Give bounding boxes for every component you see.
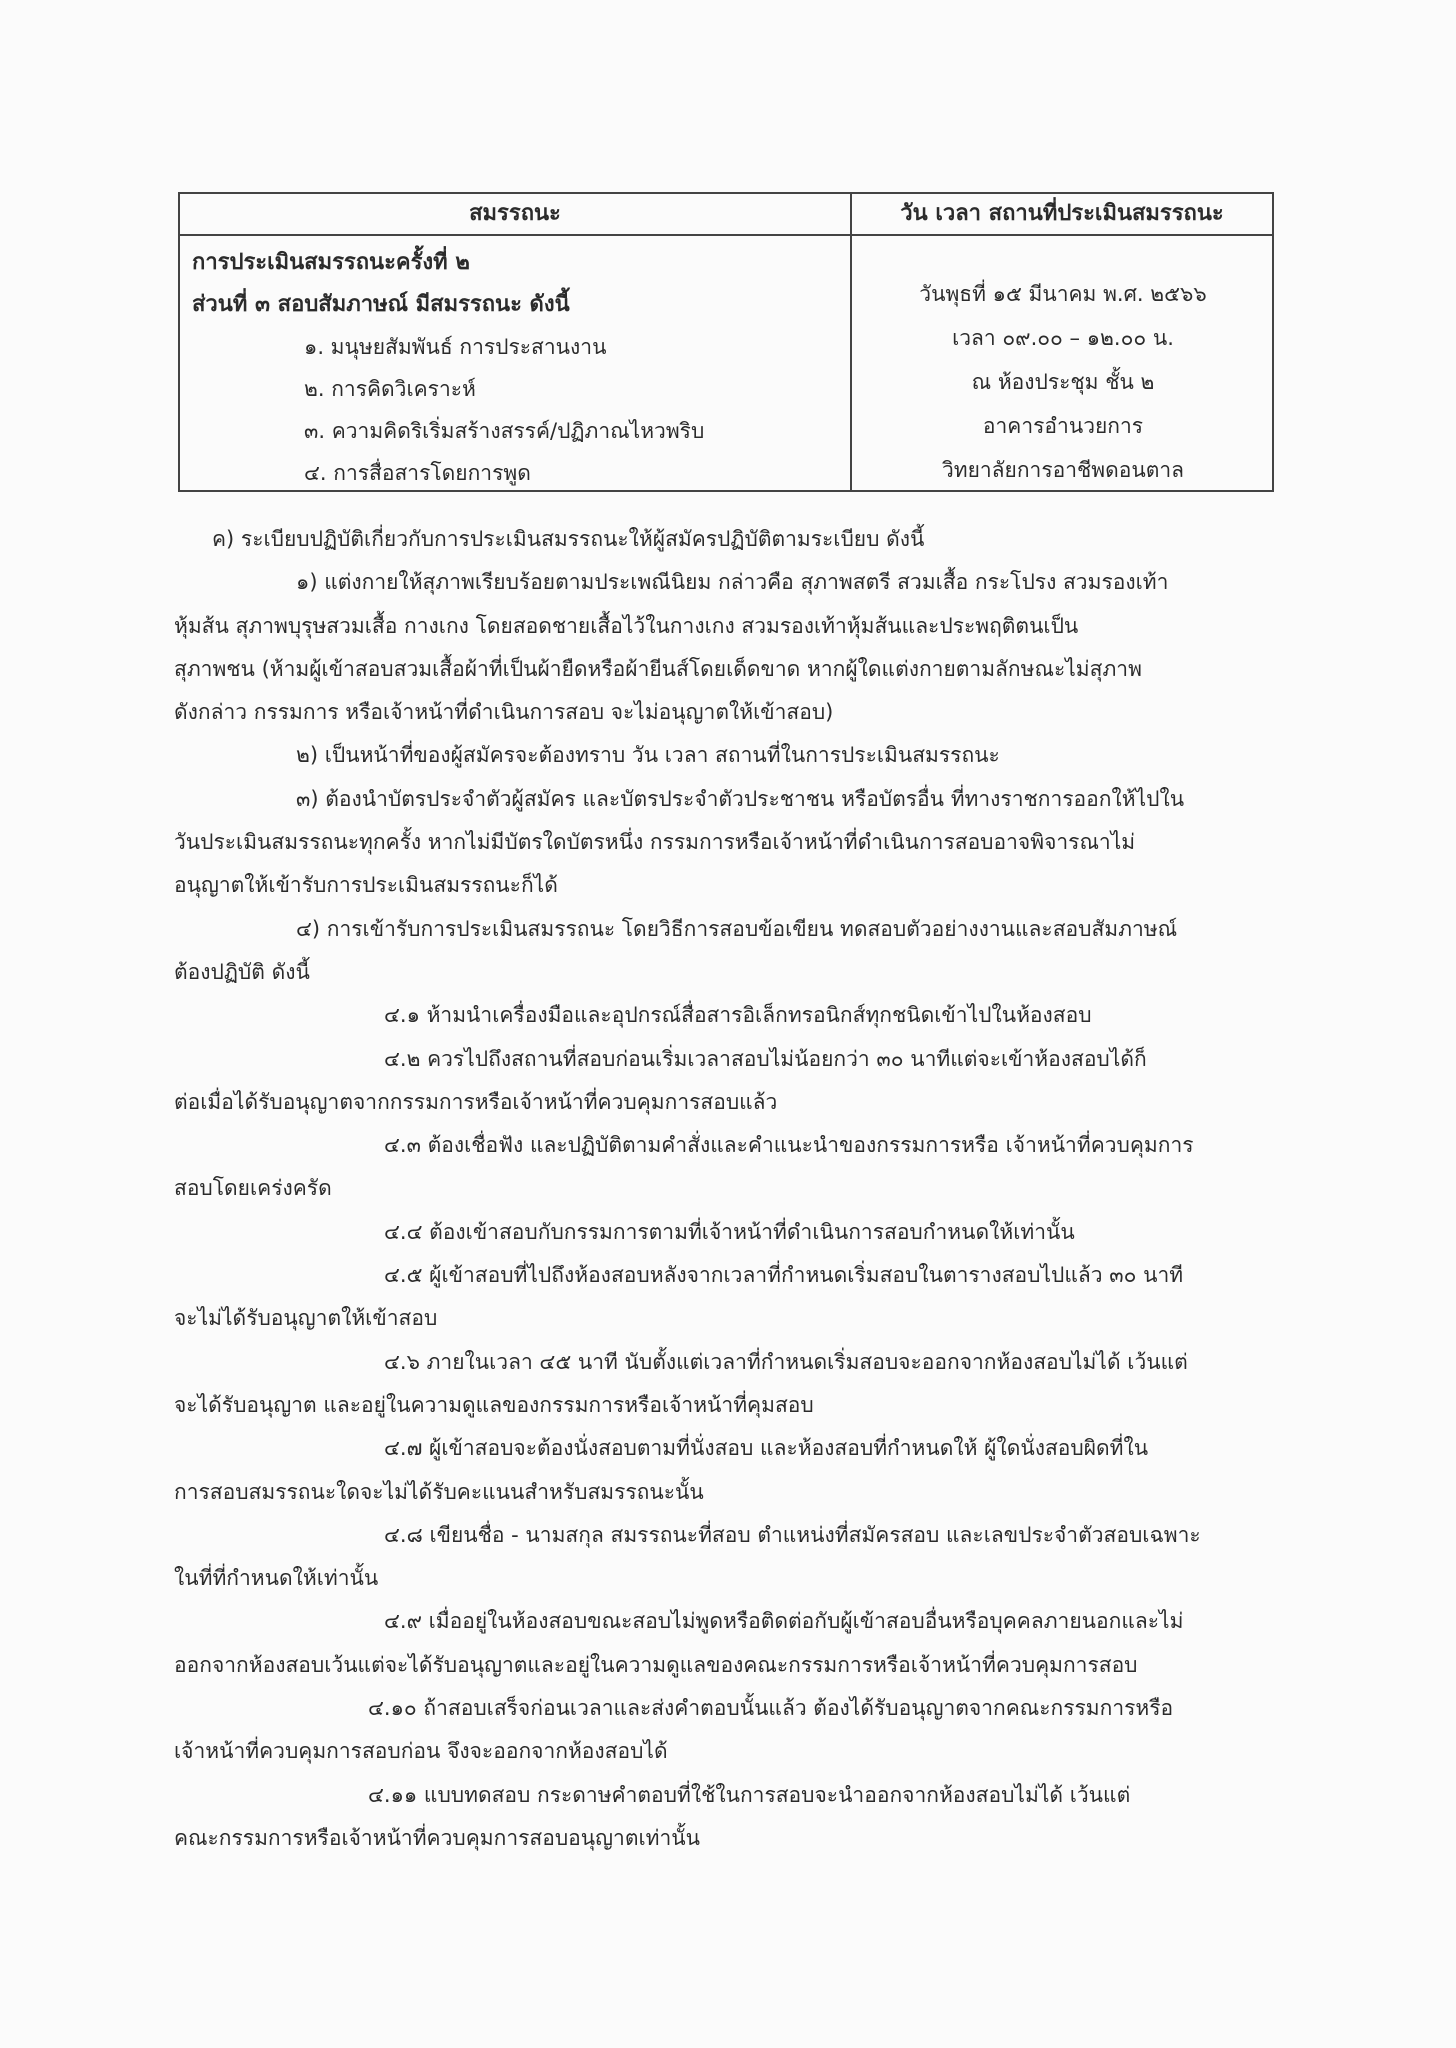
rule-4-5-line: ๔.๕ ผู้เข้าสอบที่ไปถึงห้องสอบหลังจากเวลาที่กำหนดเริ่มสอบในตารางสอบไปแล้ว ๓๐ นาที <box>384 1263 1184 1288</box>
schedule-room: ณ ห้องประชุม ชั้น ๒ <box>971 370 1155 394</box>
rule-4-8-line: ๔.๘ เขียนชื่อ - นามสกุล สมรรถนะที่สอบ ตำแหน่งที่สมัครสอบ และเลขประจำตัวสอบเฉพาะ <box>384 1522 1201 1547</box>
rule-3-line: ๓) ต้องนำบัตรประจำตัวผู้สมัคร และบัตรประจำตัวประชาชน หรือบัตรอื่น ที่ทางราชการออกให้ไปใน <box>296 786 1185 811</box>
rule-4-3-line: สอบโดยเคร่งครัด <box>174 1176 332 1201</box>
regulations-section <box>174 518 1292 1860</box>
rule-1-line: สุภาพชน (ห้ามผู้เข้าสอบสวมเสื้อผ้าที่เป็นผ้ายืดหรือผ้ายีนส์โดยเด็ดขาด หากผู้ใดแต่งกายตามลักษณะไม่สุภาพ <box>174 656 1142 681</box>
rule-4-6-line: ๔.๖ ภายในเวลา ๔๕ นาที นับตั้งแต่เวลาที่กำหนดเริ่มสอบจะออกจากห้องสอบไม่ได้ เว้นแต่ <box>384 1349 1188 1374</box>
rule-4-9-line: ๔.๙ เมื่ออยู่ในห้องสอบขณะสอบไม่พูดหรือติดต่อกับผู้เข้าสอบอื่นหรือบุคคลภายนอกและไม่ <box>384 1609 1184 1634</box>
rule-4-10-line: ๔.๑๐ ถ้าสอบเสร็จก่อนเวลาและส่งคำตอบนั้นแล้ว ต้องได้รับอนุญาตจากคณะกรรมการหรือ <box>368 1696 1174 1721</box>
rule-1-line: ๑) แต่งกายให้สุภาพเรียบร้อยตามประเพณีนิยม กล่าวคือ สุภาพสตรี สวมเสื้อ กระโปรง สวมรองเท้า <box>296 570 1169 595</box>
rule-4-5-line: จะไม่ได้รับอนุญาตให้เข้าสอบ <box>174 1306 438 1331</box>
competency-cell <box>192 242 842 494</box>
rule-4-3-line: ๔.๓ ต้องเชื่อฟัง และปฏิบัติตามคำสั่งและคำแนะนำของกรรมการหรือ เจ้าหน้าที่ควบคุมการ <box>384 1133 1194 1158</box>
rule-1-line: ดังกล่าว กรรมการ หรือเจ้าหน้าที่ดำเนินการสอบ จะไม่อนุญาตให้เข้าสอบ) <box>174 700 834 725</box>
rule-3-line: อนุญาตให้เข้ารับการประเมินสมรรถนะก็ได้ <box>174 873 558 898</box>
table-header-divider <box>180 234 1272 236</box>
section-heading: ค) ระเบียบปฏิบัติเกี่ยวกับการประเมินสมรรถนะให้ผู้สมัครปฏิบัติตามระเบียบ ดังนี้ <box>212 527 925 551</box>
interview-part-title: ส่วนที่ ๓ สอบสัมภาษณ์ มีสมรรถนะ ดังนี้ <box>192 292 570 317</box>
rule-4-line: ๔) การเข้ารับการประเมินสมรรถนะ โดยวิธีการสอบข้อเขียน ทดสอบตัวอย่างงานและสอบสัมภาษณ์ <box>296 916 1178 941</box>
assessment-round-title: การประเมินสมรรถนะครั้งที่ ๒ <box>192 250 470 275</box>
table-header-competency: สมรรถนะ <box>469 201 561 226</box>
rule-4-8-line: ในที่ที่กำหนดให้เท่านั้น <box>174 1566 379 1591</box>
rule-4-10-line: เจ้าหน้าที่ควบคุมการสอบก่อน จึงจะออกจากห้องสอบได้ <box>174 1739 668 1764</box>
rule-4-9-line: ออกจากห้องสอบเว้นแต่จะได้รับอนุญาตและอยู่ในความดูแลของคณะกรรมการหรือเจ้าหน้าที่ควบคุมการสอบ <box>174 1652 1138 1677</box>
competency-item: ๑. มนุษยสัมพันธ์ การประสานงาน <box>304 335 607 359</box>
schedule-date: วันพุธที่ ๑๕ มีนาคม พ.ศ. ๒๕๖๖ <box>919 282 1207 306</box>
rule-4-line: ต้องปฏิบัติ ดังนี้ <box>174 959 310 984</box>
competency-item: ๒. การคิดวิเคราะห์ <box>304 377 476 401</box>
competency-item: ๔. การสื่อสารโดยการพูด <box>304 461 531 485</box>
rule-4-11-line: คณะกรรมการหรือเจ้าหน้าที่ควบคุมการสอบอนุญาตเท่านั้น <box>174 1825 700 1850</box>
schedule-building: อาคารอำนวยการ <box>982 414 1144 438</box>
rule-4-11-line: ๔.๑๑ แบบทดสอบ กระดาษคำตอบที่ใช้ในการสอบจะนำออกจากห้องสอบไม่ได้ เว้นแต่ <box>368 1782 1131 1807</box>
rule-4-7-line: ๔.๗ ผู้เข้าสอบจะต้องนั่งสอบตามที่นั่งสอบ และห้องสอบที่กำหนดให้ ผู้ใดนั่งสอบผิดที่ใน <box>384 1436 1149 1461</box>
schedule-time: เวลา ๐๙.๐๐ – ๑๒.๐๐ น. <box>952 326 1174 350</box>
rule-4-2-line: ต่อเมื่อได้รับอนุญาตจากกรรมการหรือเจ้าหน้าที่ควบคุมการสอบแล้ว <box>174 1089 778 1114</box>
rule-4-7-line: การสอบสมรรถนะใดจะไม่ได้รับคะแนนสำหรับสมรรถนะนั้น <box>174 1479 704 1504</box>
rule-4-6-line: จะได้รับอนุญาต และอยู่ในความดูแลของกรรมการหรือเจ้าหน้าที่คุมสอบ <box>174 1392 814 1417</box>
competency-item: ๓. ความคิดริเริ่มสร้างสรรค์/ปฏิภาณไหวพริบ <box>304 419 705 443</box>
rule-4-1: ๔.๑ ห้ามนำเครื่องมือและอุปกรณ์สื่อสารอิเล็กทรอนิกส์ทุกชนิดเข้าไปในห้องสอบ <box>384 1003 1092 1028</box>
schedule-cell <box>852 272 1274 492</box>
rule-4-2-line: ๔.๒ ควรไปถึงสถานที่สอบก่อนเริ่มเวลาสอบไม่น้อยกว่า ๓๐ นาทีแต่จะเข้าห้องสอบได้ก็ <box>384 1046 1147 1071</box>
table-header-schedule: วัน เวลา สถานที่ประเมินสมรรถนะ <box>900 201 1224 226</box>
competency-schedule-table <box>178 192 1274 492</box>
rule-4-4: ๔.๔ ต้องเข้าสอบกับกรรมการตามที่เจ้าหน้าที่ดำเนินการสอบกำหนดให้เท่านั้น <box>384 1219 1075 1244</box>
rule-1-line: หุ้มส้น สุภาพบุรุษสวมเสื้อ กางเกง โดยสอดชายเสื้อไว้ในกางเกง สวมรองเท้าหุ้มส้นและประพฤติตนเป็น <box>174 613 1079 638</box>
rule-3-line: วันประเมินสมรรถนะทุกครั้ง หากไม่มีบัตรใดบัตรหนึ่ง กรรมการหรือเจ้าหน้าที่ดำเนินการสอบอาจพิจารณาไม่ <box>174 830 1136 855</box>
schedule-college: วิทยาลัยการอาชีพดอนตาล <box>941 458 1185 482</box>
rule-2: ๒) เป็นหน้าที่ของผู้สมัครจะต้องทราบ วัน เวลา สถานที่ในการประเมินสมรรถนะ <box>296 743 1000 768</box>
